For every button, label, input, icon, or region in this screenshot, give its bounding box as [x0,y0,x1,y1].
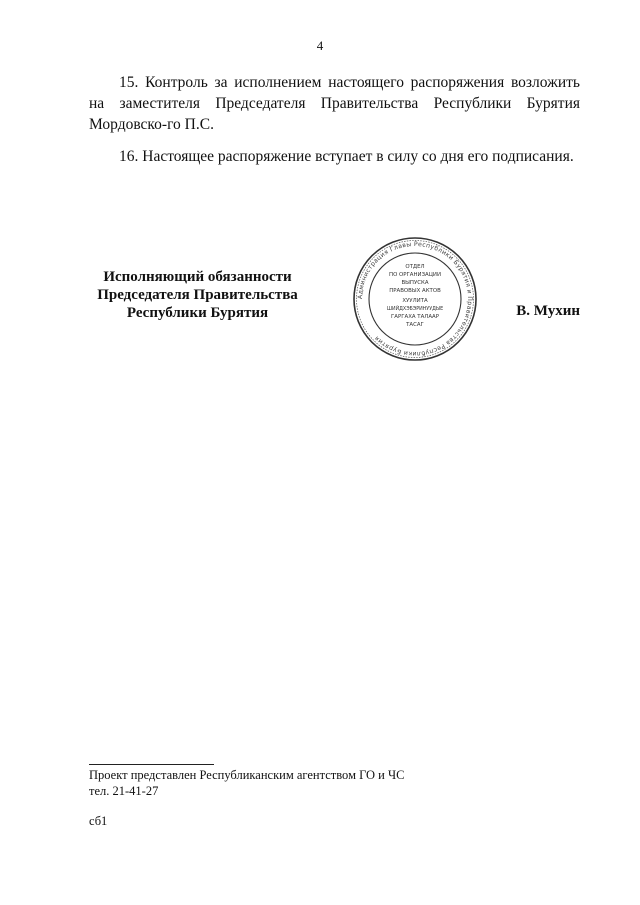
seal-center-line: ПО ОРГАНИЗАЦИИ [389,272,441,278]
signatory-name: В. Мухин [516,303,580,319]
signatory-title-line-2: Председателя Правительства [97,287,298,303]
page-number: 4 [316,38,324,53]
footnote-code: сб1 [89,814,108,828]
seal-center-line: ШИЙДХЭБЭРИНУУДЫЕ [386,307,444,312]
seal-center-line: ТАСАГ [406,322,424,328]
paragraph-15: 15. Контроль за исполнением настоящего распоряжения возложить на заместителя Председателя Правительства Республики Бурятия Мордовско-го П.С. [89,74,580,133]
signatory-title-line-1: Исполняющий обязанности [103,269,292,285]
seal-center-line: ПРАВОВЫХ АКТОВ [389,288,441,294]
seal-center-line: ГАРГАХА ТАЛААР [391,314,439,320]
seal-center-line: ХУУЛИТА [402,298,428,304]
footnote-phone: тел. 21-41-27 [89,784,159,798]
official-seal [352,236,478,362]
paragraph-16: 16. Настоящее распоряжение вступает в силу со дня его подписания. [119,148,574,165]
seal-center-line: ВЫПУСКА [401,280,429,286]
footnote-divider [89,764,214,765]
signatory-title-line-3: Республики Бурятия [126,305,269,321]
seal-outer-text: Администрация Главы Республики Бурятия и Правительства Республики Бурятия [356,240,474,358]
footnote-project-source: Проект представлен Республиканским агентством ГО и ЧС [89,768,405,782]
seal-center-line: ОТДЕЛ [405,264,425,270]
signatory-title [80,268,315,322]
